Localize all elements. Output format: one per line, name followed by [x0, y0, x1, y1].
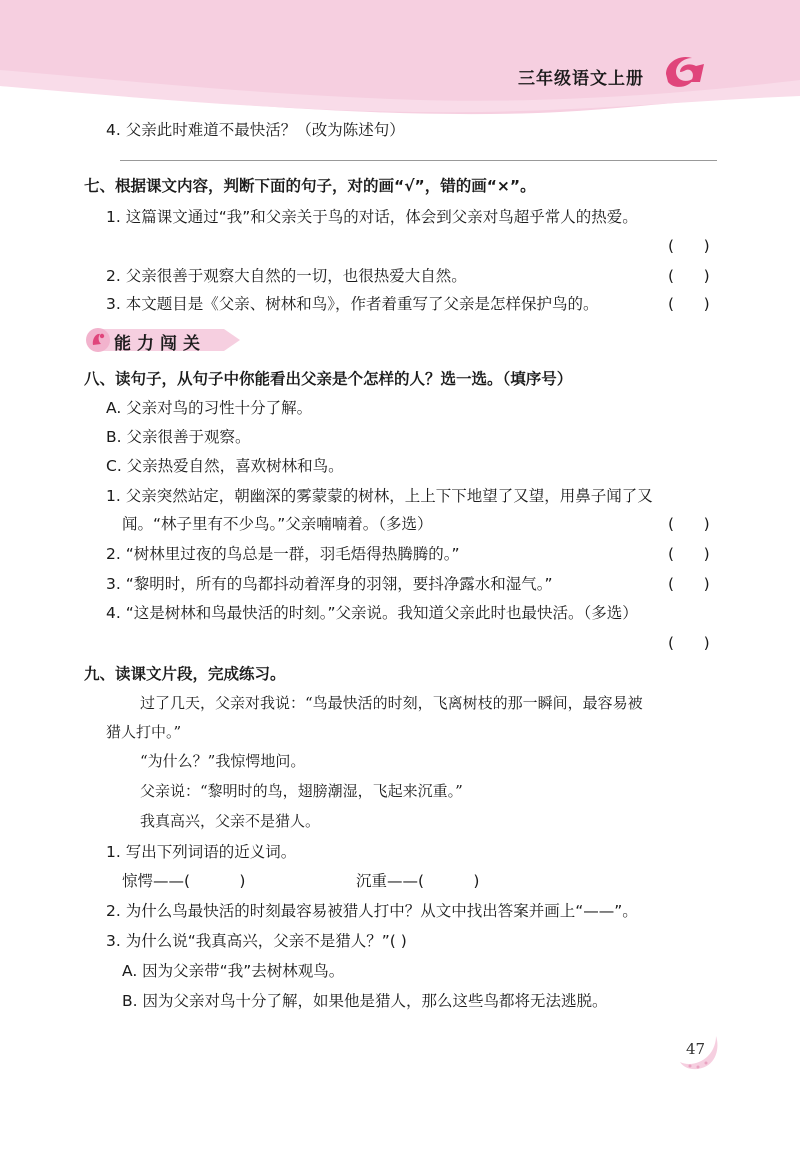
q9-sub-1: 1. 写出下列词语的近义词。	[106, 843, 297, 861]
q6-item-4: 4. 父亲此时难道不最快活？（改为陈述句）	[106, 121, 405, 139]
q8-item-2: 2. “树林里过夜的鸟总是一群，羽毛焐得热腾腾的。”	[106, 545, 460, 563]
passage-line-5: 我真高兴，父亲不是猎人。	[140, 812, 321, 830]
section-banner	[84, 327, 244, 353]
q8-item-4-answer[interactable]: ( )	[668, 634, 710, 652]
synonym-field-2[interactable]: 沉重——( )	[356, 872, 480, 890]
q7-item-2: 2. 父亲很善于观察大自然的一切，也很热爱大自然。	[106, 267, 467, 285]
section-banner-label: 能力闯关	[114, 334, 206, 354]
passage-line-4: 父亲说：“黎明时的鸟，翅膀潮湿，飞起来沉重。”	[140, 782, 463, 800]
q7-item-1: 1. 这篇课文通过“我”和父亲关于鸟的对话，体会到父亲对鸟超乎常人的热爱。	[106, 208, 638, 226]
q9-option-a: A. 因为父亲带“我”去树林观鸟。	[122, 962, 345, 980]
q8-item-3-answer[interactable]: ( )	[668, 575, 710, 593]
q8-option-b: B. 父亲很善于观察。	[106, 428, 251, 446]
q9-option-b: B. 因为父亲对鸟十分了解，如果他是猎人，那么这些鸟都将无法逃脱。	[122, 992, 608, 1010]
passage-line-2: 猎人打中。”	[106, 723, 182, 741]
q9-sub-2: 2. 为什么鸟最快活的时刻最容易被猎人打中？从文中找出答案并画上“——”。	[106, 902, 638, 920]
q8-item-1-line-2: 闻。“林子里有不少鸟。”父亲喃喃着。（多选）	[122, 515, 433, 533]
page-number: 47	[686, 1040, 706, 1058]
q8-item-4: 4. “这是树林和鸟最快活的时刻。”父亲说。我知道父亲此时也最快活。（多选）	[106, 604, 638, 622]
page-header-title: 三年级语文上册	[518, 69, 644, 89]
q8-item-1-line-1: 1. 父亲突然站定，朝幽深的雾蒙蒙的树林，上上下下地望了又望，用鼻子闻了又	[106, 487, 653, 505]
q8-title: 八、读句子，从句子中你能看出父亲是个怎样的人？选一选。（填序号）	[84, 370, 573, 388]
q9-title: 九、读课文片段，完成练习。	[84, 665, 286, 683]
swirl-logo-icon	[660, 52, 708, 92]
q7-item-1-answer[interactable]: ( )	[668, 237, 710, 255]
passage-line-1: 过了几天，父亲对我说：“鸟最快活的时刻，飞离树枝的那一瞬间，最容易被	[140, 694, 643, 712]
synonym-field-1[interactable]: 惊愕——( )	[122, 872, 246, 890]
q7-item-3-answer[interactable]: ( )	[668, 295, 710, 313]
q7-item-2-answer[interactable]: ( )	[668, 267, 710, 285]
answer-line	[120, 160, 717, 161]
q8-option-a: A. 父亲对鸟的习性十分了解。	[106, 399, 313, 417]
q8-item-1-answer[interactable]: ( )	[668, 515, 710, 533]
q8-item-3: 3. “黎明时，所有的鸟都抖动着浑身的羽翎，要抖净露水和湿气。”	[106, 575, 553, 593]
q7-title: 七、根据课文内容，判断下面的句子，对的画“√”，错的画“×”。	[84, 177, 536, 195]
q8-option-c: C. 父亲热爱自然，喜欢树林和鸟。	[106, 457, 344, 475]
passage-line-3: “为什么？”我惊愕地问。	[140, 752, 306, 770]
q7-item-3: 3. 本文题目是《父亲、树林和鸟》，作者着重写了父亲是怎样保护鸟的。	[106, 295, 599, 313]
q9-sub-3: 3. 为什么说“我真高兴，父亲不是猎人？”( )	[106, 932, 407, 950]
q8-item-2-answer[interactable]: ( )	[668, 545, 710, 563]
